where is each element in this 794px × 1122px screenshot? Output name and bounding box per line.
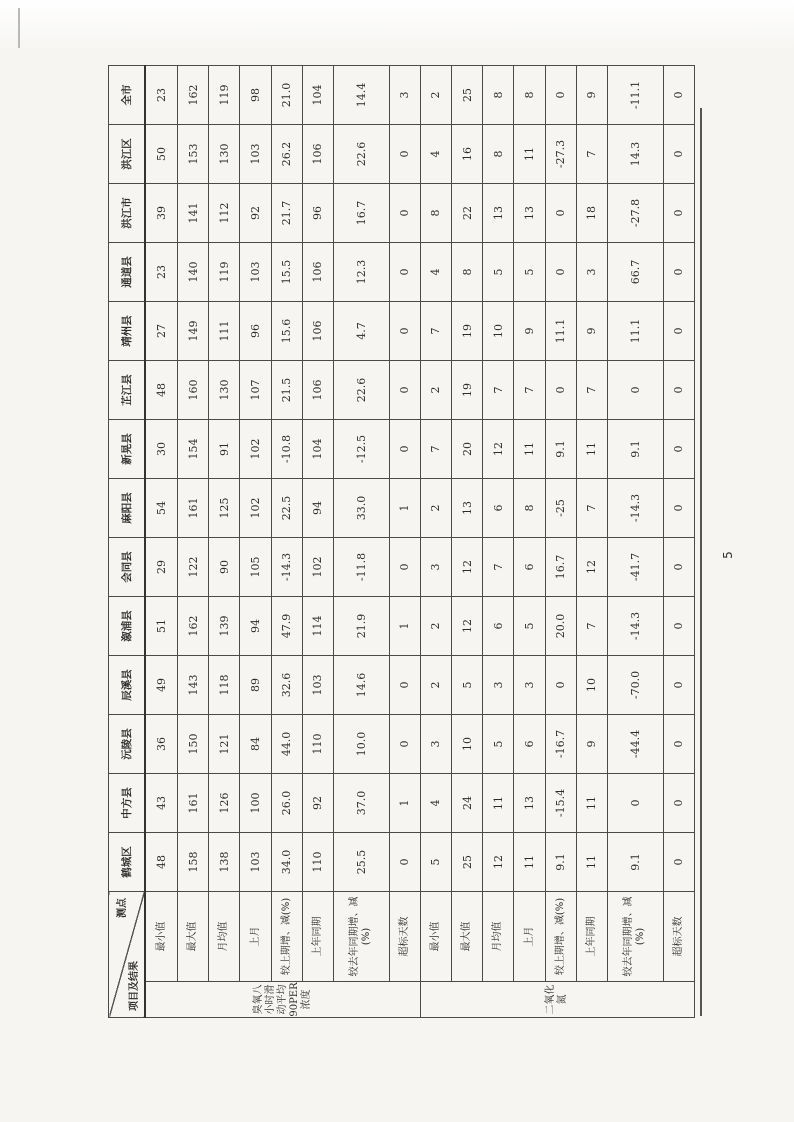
row-label: 最大值 <box>452 892 483 982</box>
value-cell: 18 <box>576 184 607 243</box>
value-cell: 9.1 <box>545 420 576 479</box>
value-cell: 8 <box>483 66 514 125</box>
value-cell: 26.0 <box>271 774 302 833</box>
table-right-border <box>700 108 702 1016</box>
value-cell: 5 <box>452 656 483 715</box>
value-cell: 0 <box>389 538 420 597</box>
value-cell: 122 <box>178 538 209 597</box>
value-cell: 0 <box>663 656 694 715</box>
value-cell: -14.3 <box>608 597 664 656</box>
value-cell: 89 <box>240 656 271 715</box>
value-cell: 8 <box>420 184 451 243</box>
value-cell: 13 <box>514 774 545 833</box>
value-cell: 100 <box>240 774 271 833</box>
value-cell: 149 <box>178 302 209 361</box>
value-cell: 0 <box>545 361 576 420</box>
table-row <box>302 66 333 1018</box>
value-cell: 8 <box>514 66 545 125</box>
value-cell: 8 <box>452 243 483 302</box>
value-cell: 0 <box>663 833 694 892</box>
value-cell: 32.6 <box>271 656 302 715</box>
value-cell: 92 <box>302 774 333 833</box>
row-label: 上年同期 <box>302 892 333 982</box>
table-row <box>240 66 271 1018</box>
value-cell: 5 <box>420 833 451 892</box>
value-cell: 66.7 <box>608 243 664 302</box>
value-cell: 25 <box>452 833 483 892</box>
value-cell: 23 <box>145 243 177 302</box>
column-header: 会同县 <box>109 538 146 597</box>
value-cell: 0 <box>389 125 420 184</box>
value-cell: 8 <box>514 479 545 538</box>
value-cell: 141 <box>178 184 209 243</box>
table-row <box>420 66 451 1018</box>
value-cell: -11.1 <box>608 66 664 125</box>
value-cell: 9 <box>576 66 607 125</box>
value-cell: 7 <box>483 538 514 597</box>
value-cell: 11.1 <box>608 302 664 361</box>
table-row <box>178 66 209 1018</box>
value-cell: 161 <box>178 479 209 538</box>
table-row <box>608 66 664 1018</box>
value-cell: 13 <box>483 184 514 243</box>
value-cell: 9 <box>514 302 545 361</box>
value-cell: 5 <box>514 243 545 302</box>
value-cell: 0 <box>389 833 420 892</box>
value-cell: 105 <box>240 538 271 597</box>
row-label: 最小值 <box>145 892 177 982</box>
value-cell: -41.7 <box>608 538 664 597</box>
value-cell: 11 <box>514 125 545 184</box>
value-cell: 21.5 <box>271 361 302 420</box>
value-cell: 5 <box>483 243 514 302</box>
value-cell: 16.7 <box>333 184 389 243</box>
value-cell: 25.5 <box>333 833 389 892</box>
value-cell: -25 <box>545 479 576 538</box>
column-header: 中方县 <box>109 774 146 833</box>
value-cell: 7 <box>514 361 545 420</box>
row-label: 较上期增、减(%) <box>545 892 576 982</box>
value-cell: 96 <box>240 302 271 361</box>
header-row <box>109 66 146 1018</box>
value-cell: 23 <box>145 66 177 125</box>
column-header: 辰溪县 <box>109 656 146 715</box>
value-cell: 112 <box>209 184 240 243</box>
table-row <box>209 66 240 1018</box>
value-cell: 9.1 <box>608 420 664 479</box>
table-row <box>514 66 545 1018</box>
row-label: 月均值 <box>209 892 240 982</box>
value-cell: 7 <box>576 125 607 184</box>
page-number: 5 <box>720 551 735 559</box>
value-cell: 161 <box>178 774 209 833</box>
value-cell: 2 <box>420 597 451 656</box>
value-cell: 0 <box>389 361 420 420</box>
value-cell: -44.4 <box>608 715 664 774</box>
value-cell: 106 <box>302 243 333 302</box>
value-cell: 16.7 <box>545 538 576 597</box>
value-cell: 143 <box>178 656 209 715</box>
value-cell: 1 <box>389 479 420 538</box>
value-cell: 0 <box>663 715 694 774</box>
value-cell: -12.5 <box>333 420 389 479</box>
value-cell: 110 <box>302 833 333 892</box>
value-cell: 27 <box>145 302 177 361</box>
column-header: 靖州县 <box>109 302 146 361</box>
value-cell: 5 <box>514 597 545 656</box>
value-cell: 11 <box>483 774 514 833</box>
table-row <box>271 66 302 1018</box>
value-cell: 29 <box>145 538 177 597</box>
value-cell: 12 <box>483 420 514 479</box>
value-cell: 106 <box>302 125 333 184</box>
value-cell: 21.9 <box>333 597 389 656</box>
value-cell: 3 <box>420 715 451 774</box>
value-cell: 0 <box>663 420 694 479</box>
value-cell: 130 <box>209 125 240 184</box>
value-cell: 160 <box>178 361 209 420</box>
value-cell: 22 <box>452 184 483 243</box>
value-cell: 140 <box>178 243 209 302</box>
value-cell: 37.0 <box>333 774 389 833</box>
value-cell: 22.6 <box>333 361 389 420</box>
row-label: 最大值 <box>178 892 209 982</box>
value-cell: 102 <box>240 479 271 538</box>
table-row <box>333 66 389 1018</box>
rotated-table-container <box>108 80 695 1018</box>
value-cell: 103 <box>240 125 271 184</box>
value-cell: 0 <box>663 302 694 361</box>
row-label: 上年同期 <box>576 892 607 982</box>
column-header: 新晃县 <box>109 420 146 479</box>
row-label: 上月 <box>240 892 271 982</box>
value-cell: 106 <box>302 302 333 361</box>
value-cell: 0 <box>389 715 420 774</box>
value-cell: 19 <box>452 361 483 420</box>
value-cell: 13 <box>452 479 483 538</box>
value-cell: 44.0 <box>271 715 302 774</box>
value-cell: 2 <box>420 361 451 420</box>
row-label: 超标天数 <box>663 892 694 982</box>
value-cell: 7 <box>576 479 607 538</box>
value-cell: 15.5 <box>271 243 302 302</box>
value-cell: 130 <box>209 361 240 420</box>
value-cell: 4 <box>420 125 451 184</box>
table-row <box>545 66 576 1018</box>
value-cell: 162 <box>178 66 209 125</box>
value-cell: 10 <box>576 656 607 715</box>
value-cell: 26.2 <box>271 125 302 184</box>
value-cell: 47.9 <box>271 597 302 656</box>
row-label: 最小值 <box>420 892 451 982</box>
value-cell: 30 <box>145 420 177 479</box>
value-cell: 104 <box>302 66 333 125</box>
value-cell: 7 <box>576 361 607 420</box>
value-cell: 34.0 <box>271 833 302 892</box>
value-cell: 1 <box>389 774 420 833</box>
value-cell: 98 <box>240 66 271 125</box>
value-cell: 92 <box>240 184 271 243</box>
value-cell: 94 <box>240 597 271 656</box>
corner-bottom-label: 项目及结果 <box>129 961 141 1011</box>
value-cell: 104 <box>302 420 333 479</box>
value-cell: 14.4 <box>333 66 389 125</box>
value-cell: 0 <box>389 302 420 361</box>
value-cell: -27.3 <box>545 125 576 184</box>
value-cell: 153 <box>178 125 209 184</box>
value-cell: 9 <box>576 715 607 774</box>
value-cell: 6 <box>514 715 545 774</box>
value-cell: -11.8 <box>333 538 389 597</box>
table-row <box>389 66 420 1018</box>
value-cell: 49 <box>145 656 177 715</box>
value-cell: 0 <box>545 656 576 715</box>
value-cell: 4 <box>420 243 451 302</box>
value-cell: 102 <box>240 420 271 479</box>
value-cell: 11 <box>576 774 607 833</box>
value-cell: 0 <box>663 243 694 302</box>
value-cell: 12 <box>452 538 483 597</box>
value-cell: 11 <box>514 833 545 892</box>
value-cell: 84 <box>240 715 271 774</box>
value-cell: 0 <box>663 479 694 538</box>
value-cell: 139 <box>209 597 240 656</box>
value-cell: -15.4 <box>545 774 576 833</box>
column-header: 沅陵县 <box>109 715 146 774</box>
column-header: 洪江市 <box>109 184 146 243</box>
value-cell: 106 <box>302 361 333 420</box>
value-cell: 0 <box>663 538 694 597</box>
value-cell: -27.8 <box>608 184 664 243</box>
value-cell: 12 <box>576 538 607 597</box>
value-cell: 20 <box>452 420 483 479</box>
value-cell: 6 <box>514 538 545 597</box>
value-cell: 22.6 <box>333 125 389 184</box>
value-cell: 114 <box>302 597 333 656</box>
value-cell: 51 <box>145 597 177 656</box>
column-header: 全市 <box>109 66 146 125</box>
value-cell: 0 <box>663 774 694 833</box>
row-label: 超标天数 <box>389 892 420 982</box>
value-cell: 48 <box>145 361 177 420</box>
value-cell: 162 <box>178 597 209 656</box>
value-cell: 20.0 <box>545 597 576 656</box>
value-cell: 2 <box>420 656 451 715</box>
value-cell: 102 <box>302 538 333 597</box>
value-cell: 36 <box>145 715 177 774</box>
row-label: 较去年同期增、减(%) <box>333 892 389 982</box>
value-cell: 0 <box>545 243 576 302</box>
value-cell: 103 <box>240 243 271 302</box>
table-row <box>452 66 483 1018</box>
value-cell: 7 <box>576 597 607 656</box>
row-label: 较上期增、减(%) <box>271 892 302 982</box>
value-cell: 10 <box>483 302 514 361</box>
value-cell: 0 <box>663 361 694 420</box>
value-cell: 110 <box>302 715 333 774</box>
value-cell: 11.1 <box>545 302 576 361</box>
value-cell: 126 <box>209 774 240 833</box>
value-cell: 158 <box>178 833 209 892</box>
column-header: 鹤城区 <box>109 833 146 892</box>
value-cell: 0 <box>389 420 420 479</box>
value-cell: 119 <box>209 66 240 125</box>
value-cell: 0 <box>663 125 694 184</box>
value-cell: 11 <box>576 420 607 479</box>
value-cell: -70.0 <box>608 656 664 715</box>
table-row <box>483 66 514 1018</box>
table-body <box>109 66 695 1018</box>
table-row <box>663 66 694 1018</box>
value-cell: -10.8 <box>271 420 302 479</box>
value-cell: -14.3 <box>271 538 302 597</box>
value-cell: -14.3 <box>608 479 664 538</box>
value-cell: 9 <box>576 302 607 361</box>
group-label: 二氧化氮 <box>420 982 694 1018</box>
value-cell: 3 <box>514 656 545 715</box>
value-cell: 9.1 <box>608 833 664 892</box>
value-cell: 121 <box>209 715 240 774</box>
value-cell: 103 <box>302 656 333 715</box>
value-cell: 21.7 <box>271 184 302 243</box>
column-header: 芷江县 <box>109 361 146 420</box>
value-cell: 8 <box>483 125 514 184</box>
value-cell: 14.6 <box>333 656 389 715</box>
value-cell: 0 <box>608 361 664 420</box>
value-cell: 5 <box>483 715 514 774</box>
value-cell: 10 <box>452 715 483 774</box>
value-cell: 48 <box>145 833 177 892</box>
value-cell: 7 <box>420 420 451 479</box>
value-cell: 33.0 <box>333 479 389 538</box>
value-cell: 25 <box>452 66 483 125</box>
value-cell: 13 <box>514 184 545 243</box>
value-cell: 15.6 <box>271 302 302 361</box>
corner-header-cell <box>109 892 146 1018</box>
table-row <box>576 66 607 1018</box>
value-cell: 2 <box>420 66 451 125</box>
value-cell: 94 <box>302 479 333 538</box>
value-cell: 19 <box>452 302 483 361</box>
value-cell: 54 <box>145 479 177 538</box>
value-cell: 2 <box>420 479 451 538</box>
value-cell: 12.3 <box>333 243 389 302</box>
value-cell: 3 <box>389 66 420 125</box>
column-header: 通道县 <box>109 243 146 302</box>
value-cell: 14.3 <box>608 125 664 184</box>
value-cell: 0 <box>389 656 420 715</box>
table-row <box>145 66 177 1018</box>
scan-mark <box>18 8 20 48</box>
value-cell: 39 <box>145 184 177 243</box>
value-cell: 4.7 <box>333 302 389 361</box>
value-cell: 50 <box>145 125 177 184</box>
group-label: 臭氧八小时滑动平均90PER浓度 <box>145 982 420 1018</box>
value-cell: 12 <box>483 833 514 892</box>
page-top-edge <box>0 0 794 50</box>
column-header: 溆浦县 <box>109 597 146 656</box>
value-cell: 0 <box>663 184 694 243</box>
value-cell: 3 <box>576 243 607 302</box>
value-cell: 4 <box>420 774 451 833</box>
value-cell: 103 <box>240 833 271 892</box>
value-cell: 7 <box>483 361 514 420</box>
value-cell: 111 <box>209 302 240 361</box>
value-cell: 96 <box>302 184 333 243</box>
value-cell: 21.0 <box>271 66 302 125</box>
column-header: 麻阳县 <box>109 479 146 538</box>
value-cell: 7 <box>420 302 451 361</box>
value-cell: 119 <box>209 243 240 302</box>
value-cell: 11 <box>576 833 607 892</box>
value-cell: 16 <box>452 125 483 184</box>
value-cell: 0 <box>389 243 420 302</box>
value-cell: 24 <box>452 774 483 833</box>
value-cell: 0 <box>389 184 420 243</box>
row-label: 较去年同期增、减(%) <box>608 892 664 982</box>
value-cell: 0 <box>545 184 576 243</box>
row-label: 上月 <box>514 892 545 982</box>
value-cell: 10.0 <box>333 715 389 774</box>
value-cell: 0 <box>545 66 576 125</box>
value-cell: 12 <box>452 597 483 656</box>
value-cell: 11 <box>514 420 545 479</box>
value-cell: 138 <box>209 833 240 892</box>
value-cell: 107 <box>240 361 271 420</box>
value-cell: 6 <box>483 597 514 656</box>
value-cell: 154 <box>178 420 209 479</box>
value-cell: 22.5 <box>271 479 302 538</box>
value-cell: 150 <box>178 715 209 774</box>
value-cell: 125 <box>209 479 240 538</box>
value-cell: 91 <box>209 420 240 479</box>
corner-top-label: 测点 <box>117 898 128 918</box>
value-cell: 1 <box>389 597 420 656</box>
value-cell: 0 <box>663 597 694 656</box>
value-cell: -16.7 <box>545 715 576 774</box>
value-cell: 43 <box>145 774 177 833</box>
row-label: 月均值 <box>483 892 514 982</box>
air-quality-table <box>108 65 695 1018</box>
value-cell: 3 <box>483 656 514 715</box>
value-cell: 6 <box>483 479 514 538</box>
value-cell: 9.1 <box>545 833 576 892</box>
column-header: 洪江区 <box>109 125 146 184</box>
value-cell: 90 <box>209 538 240 597</box>
value-cell: 118 <box>209 656 240 715</box>
value-cell: 0 <box>663 66 694 125</box>
value-cell: 0 <box>608 774 664 833</box>
value-cell: 3 <box>420 538 451 597</box>
